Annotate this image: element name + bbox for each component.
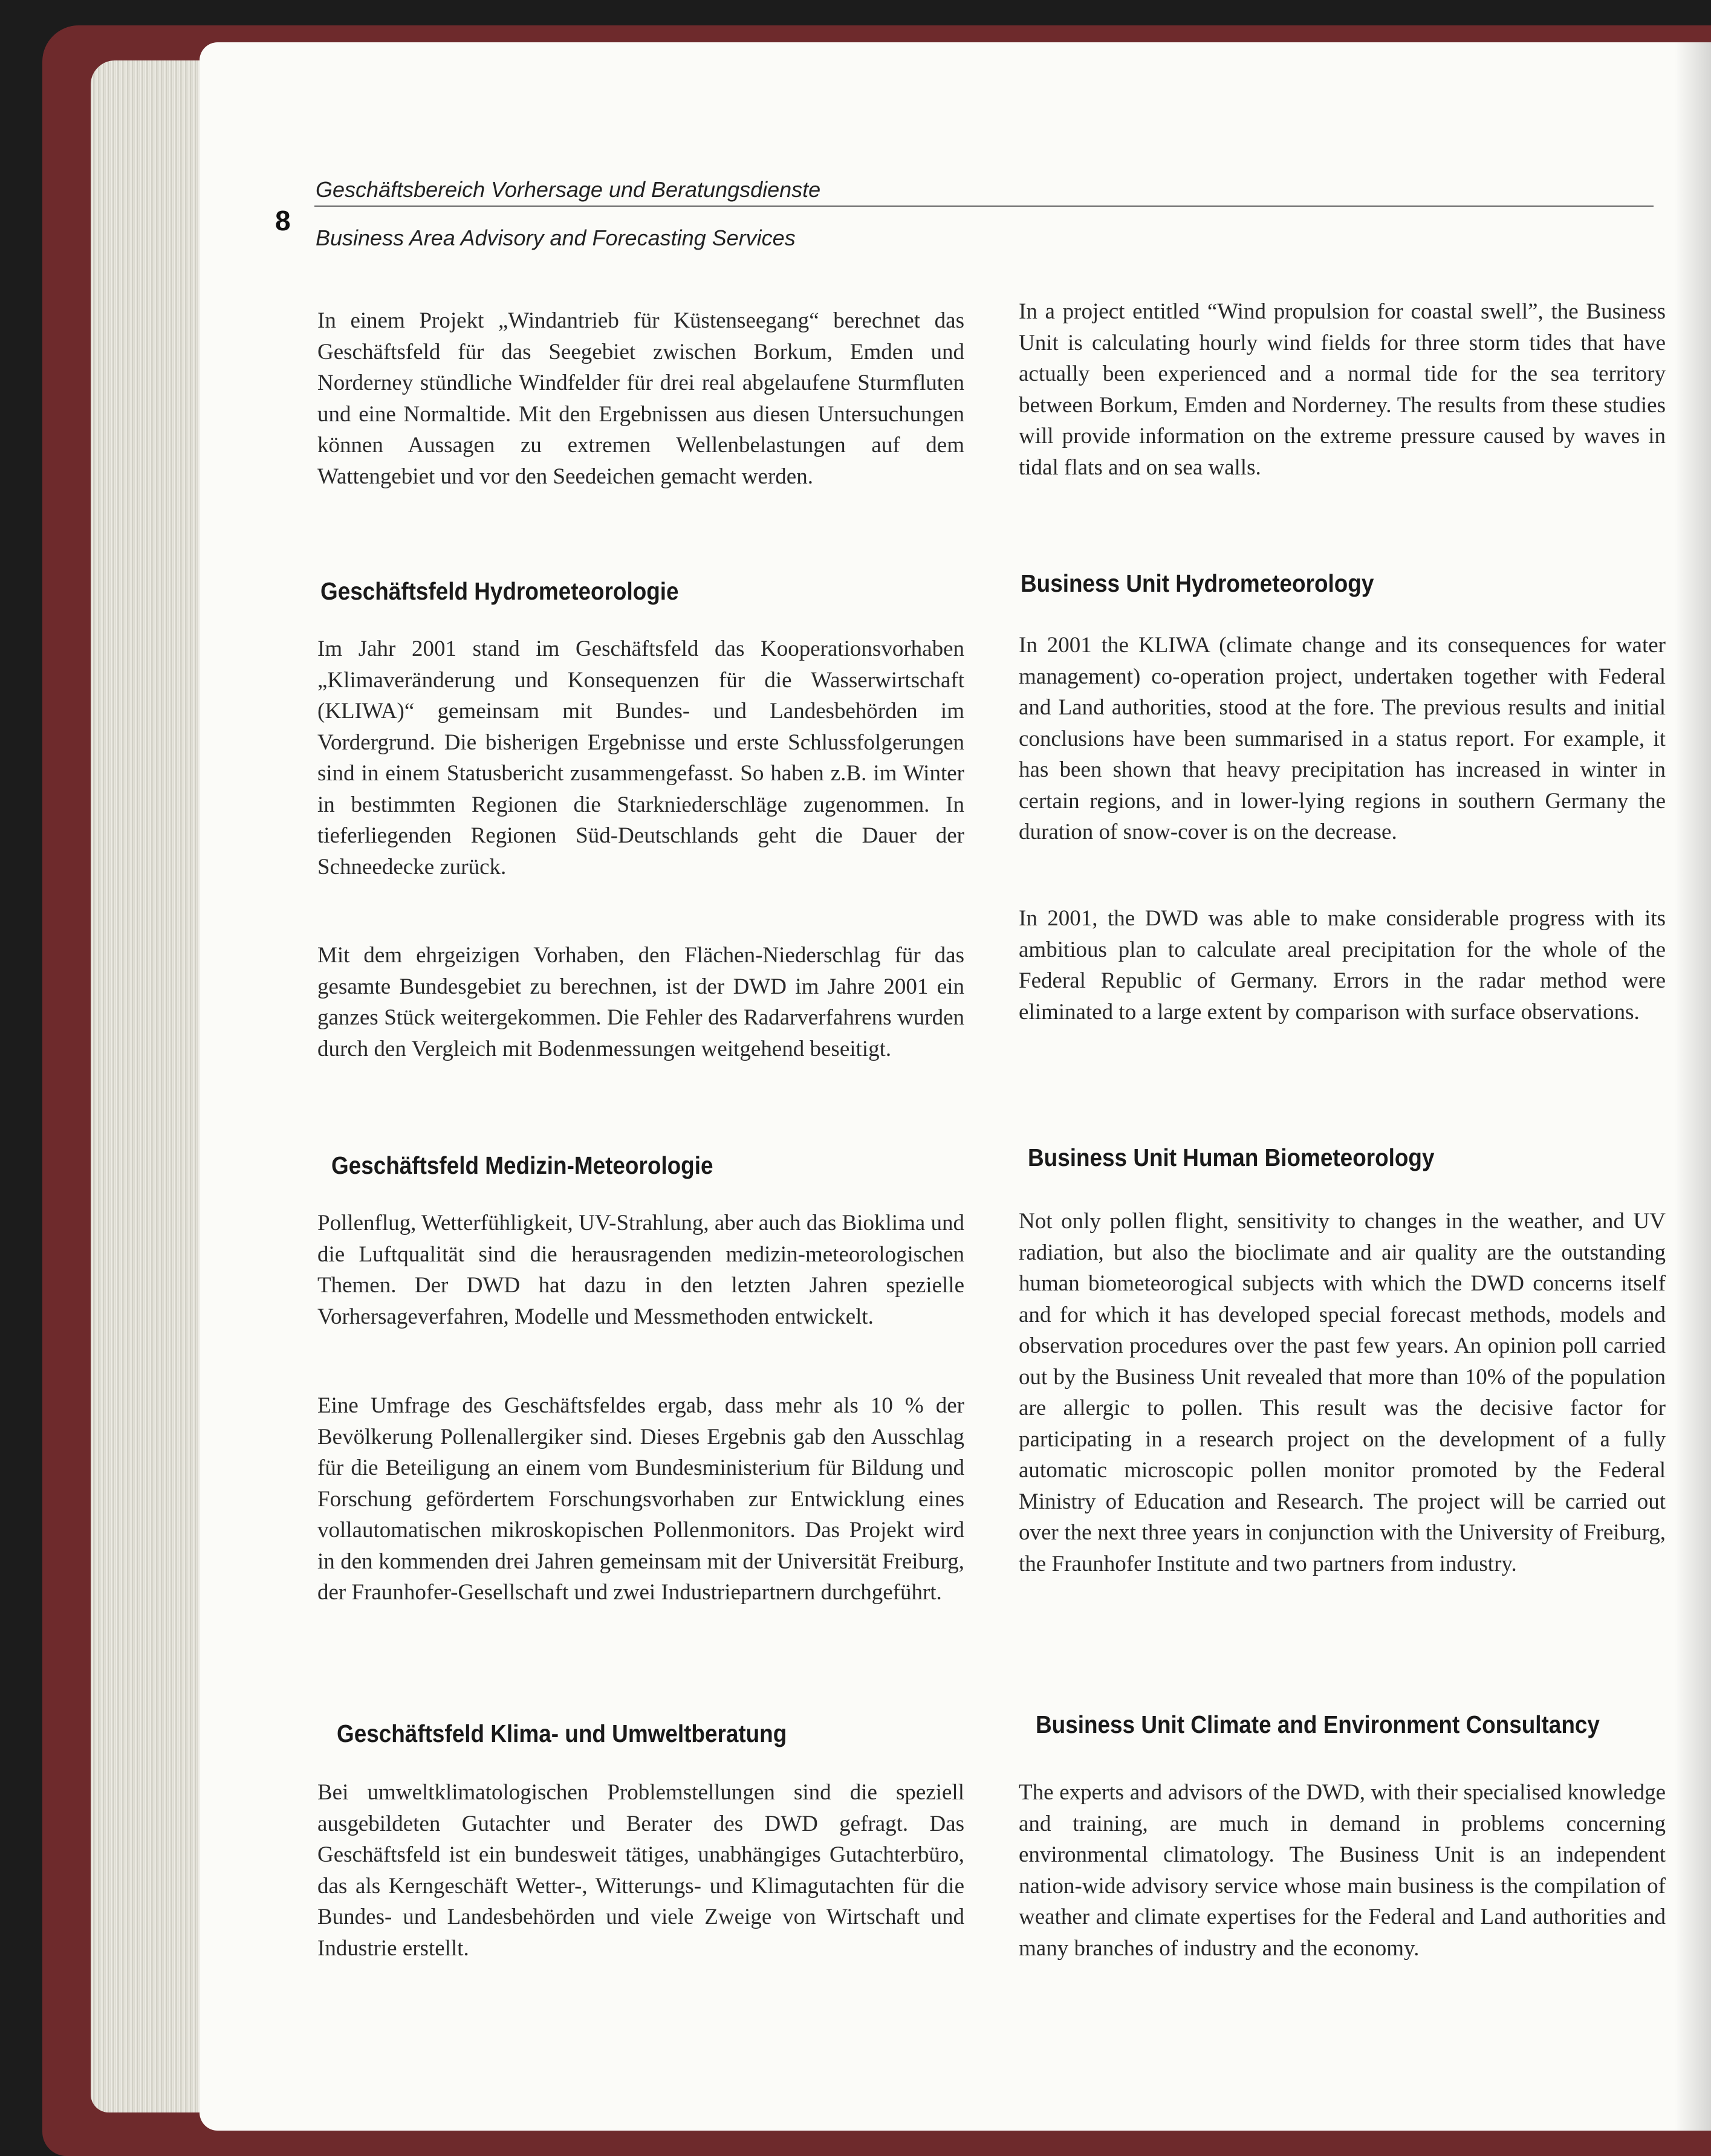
de-klima-text-1: Bei umweltklimatologischen Problemstellungen sind die speziell ausgebildeten Gutachter und Berater des DWD gefragt. Das Geschäftsfeld ist ein bundesweit tätiges, unabhängiges Gutachterbüro, das als Kerngeschäft Wetter-, Witterungs- und Klimagutachten für die Bundes- und Landesbehörden und viele Zweige von Wirtschaft und Industrie erstellt. (317, 1780, 964, 1961)
header-rule (314, 206, 1654, 207)
en-intro-text: In a project entitled “Wind propulsion for coastal swell”, the Business Unit is calculating hourly wind fields for three storm tides that have actually been experienced and a normal tide for the sea territory between Borkum, Emden and Norderney. The results from these studies will provide information on the extreme pressure caused by waves in tidal flats and on sea walls. (1019, 299, 1666, 480)
en-bio-paragraph-1 (1019, 1206, 1666, 1579)
de-intro-paragraph (317, 305, 964, 492)
de-klima-heading: Geschäftsfeld Klima- und Umweltberatung (337, 1720, 787, 1747)
de-medizin-paragraph-1 (317, 1208, 964, 1332)
en-hydro-text-2: In 2001, the DWD was able to make considerable progress with its ambitious plan to calculate areal precipitation for the whole of the Federal Republic of Germany. Errors in the radar method were eliminated to a large extent by comparison with surface observations. (1019, 906, 1666, 1025)
running-head-german: Geschäftsbereich Vorhersage und Beratungsdienste (316, 177, 821, 202)
en-climate-paragraph-1 (1019, 1777, 1666, 1964)
de-medizin-paragraph-2 (317, 1390, 964, 1608)
de-hydro-text-1: Im Jahr 2001 stand im Geschäftsfeld das Kooperationsvorhaben „Klimaveränderung und Konsequenzen für die Wasserwirtschaft (KLIWA)“ gemeinsam mit Bundes- und Landesbehörden im Vordergrund. Die bisherigen Ergebnisse und erste Schlussfolgerungen sind in einem Statusbericht zusammengefasst. So haben z.B. im Winter in bestimmten Regionen die Starkniederschläge zugenommen. In tieferliegenden Regionen Süd-Deutschlands geht die Dauer der Schneedecke zurück. (317, 636, 964, 879)
page-number: 8 (275, 205, 291, 236)
de-medizin-text-2: Eine Umfrage des Geschäftsfeldes ergab, dass mehr als 10 % der Bevölkerung Pollenallergiker sind. Dieses Ergebnis gab den Ausschlag für die Beteiligung an einem vom Bundesministerium für Bildung und Forschung gefördertem Forschungsvorhaben zur Entwicklung eines vollautomatischen mikroskopischen Pollenmonitors. Das Projekt wird in den kommenden drei Jahren gemeinsam mit der Universität Freiburg, der Fraunhofer-Gesellschaft und zwei Industriepartnern durchgeführt. (317, 1393, 964, 1605)
en-climate-text-1: The experts and advisors of the DWD, with their specialised knowledge and training, are much in demand in problems concerning environmental climatology. The Business Unit is an independent nation-wide advisory service whose main business is the compilation of weather and climate expertises for the Federal and Land authorities and many branches of industry and the economy. (1019, 1780, 1666, 1961)
de-intro-text: In einem Projekt „Windantrieb für Küstenseegang“ berechnet das Geschäftsfeld für das Seegebiet zwischen Borkum, Emden und Norderney stündliche Windfelder für drei real abgelaufene Sturmfluten und eine Normaltide. Mit den Ergebnissen aus diesen Untersuchungen können Aussagen zu extremen Wellenbelastungen auf dem Wattengebiet und vor den Seedeichen gemacht werden. (317, 308, 964, 489)
de-medizin-heading: Geschäftsfeld Medizin-Meteorologie (331, 1151, 713, 1179)
de-klima-paragraph-1 (317, 1777, 964, 1964)
de-medizin-text-1: Pollenflug, Wetterfühligkeit, UV-Strahlung, aber auch das Bioklima und die Luftqualität sind die herausragenden medizin-meteorologischen Themen. Der DWD hat dazu in den letzten Jahren spezielle Vorhersageverfahren, Modelle und Messmethoden entwickelt. (317, 1211, 964, 1329)
de-hydro-text-2: Mit dem ehrgeizigen Vorhaben, den Flächen-Niederschlag für das gesamte Bundesgebiet zu berechnen, ist der DWD im Jahre 2001 ein ganzes Stück weitergekommen. Die Fehler des Radarverfahrens wurden durch den Vergleich mit Bodenmessungen weitgehend beseitigt. (317, 943, 964, 1061)
en-climate-heading: Business Unit Climate and Environment Consultancy (1036, 1711, 1600, 1738)
en-hydro-paragraph-2 (1019, 903, 1666, 1028)
en-intro-paragraph (1019, 296, 1666, 483)
de-hydro-paragraph-1 (317, 633, 964, 882)
en-hydro-text-1: In 2001 the KLIWA (climate change and its consequences for water management) co-operation project, undertaken together with Federal and Land authorities, stood at the fore. The previous results and initial conclusions have been summarised in a status report. For example, it has been shown that heavy precipitation has increased in winter in certain regions, and in lower-lying regions in southern Germany the duration of snow-cover is on the decrease. (1019, 633, 1666, 844)
de-hydro-heading: Geschäftsfeld Hydrometeorologie (320, 577, 679, 605)
gutter-shadow (1675, 42, 1711, 2131)
en-bio-text-1: Not only pollen flight, sensitivity to changes in the weather, and UV radiation, but also the bioclimate and air quality are the outstanding human biometeorogical subjects with which the DWD concerns itself and for which it has developed special forecast methods, models and observation procedures over the past few years. An opinion poll carried out by the Business Unit revealed that more than 10% of the population are allergic to pollen. This result was the decisive factor for participating in a research project on the development of a fully automatic microscopic pollen monitor promoted by the Federal Ministry of Education and Research. The project will be carried out over the next three years in conjunction with the University of Freiburg, the Fraunhofer Institute and two partners from industry. (1019, 1209, 1666, 1576)
de-hydro-paragraph-2 (317, 940, 964, 1064)
en-hydro-paragraph-1 (1019, 630, 1666, 848)
running-head-english: Business Area Advisory and Forecasting Services (316, 225, 796, 250)
en-bio-heading: Business Unit Human Biometeorology (1028, 1144, 1435, 1171)
en-hydro-heading: Business Unit Hydrometeorology (1021, 569, 1374, 597)
